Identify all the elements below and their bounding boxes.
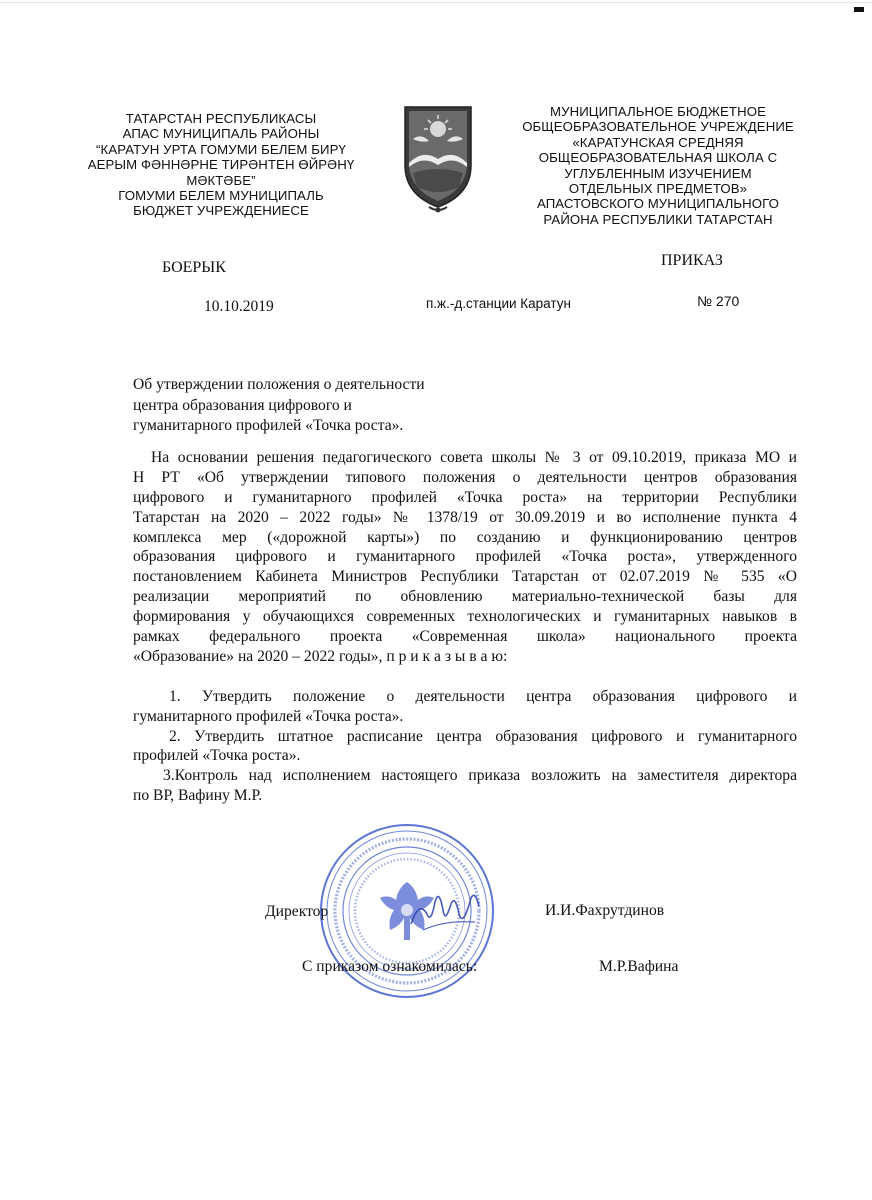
handwritten-signature-icon <box>405 880 485 940</box>
header-line: «КАРАТУНСКАЯ СРЕДНЯЯ <box>572 134 744 150</box>
header-line: МУНИЦИПАЛЬНОЕ БЮДЖЕТНОЕ <box>550 104 766 119</box>
header-line: ОБЩЕОБРАЗОВАТЕЛЬНОЕ УЧРЕЖДЕНИЕ <box>522 119 794 135</box>
header-line: ОБЩЕОБРАЗОВАТЕЛЬНАЯ ШКОЛА С <box>538 150 778 166</box>
document-subject <box>133 375 493 437</box>
page-corner-mark <box>854 7 864 12</box>
order-item-1: 1. Утвердить положение о деятельности центра образования цифрового и <box>169 687 797 705</box>
preamble-line: Н РТ «Об утверждении типового положения о деятельности центров образования <box>133 468 797 486</box>
header-line: ОТДЕЛЬНЫХ ПРЕДМЕТОВ» <box>568 181 748 197</box>
document-type-russian: ПРИКАЗ <box>661 252 723 269</box>
order-item-1-cont: гуманитарного профилей «Точка роста». <box>133 707 404 725</box>
subject-line: гуманитарного профилей «Точка роста». <box>133 417 404 434</box>
acknowledgement-name: М.Р.Вафина <box>599 958 679 975</box>
director-name: И.И.Фахрутдинов <box>545 902 665 919</box>
header-line: УГЛУБЛЕННЫМ ИЗУЧЕНИЕМ <box>564 165 752 181</box>
preamble-line: «Образование» на 2020 – 2022 годы», п р и к а з ы в а ю: <box>133 647 508 665</box>
preamble-line: образования цифрового и гуманитарного профилей «Точка роста», утвержденного <box>133 548 797 566</box>
preamble-line: комплекса мер («дорожной карты») по созданию и функционированию центров <box>133 528 797 546</box>
preamble-line: реализации мероприятий по обновлению материально-технической базы для <box>133 588 797 606</box>
order-item-3: 3.Контроль над исполнением настоящего приказа возложить на заместителя директора <box>163 767 797 785</box>
header-line: “КАРАТУН УРТА ГОМУМИ БЕЛЕМ БИРҮ <box>96 141 346 157</box>
subject-line: центра образования цифрового и <box>133 396 352 414</box>
order-item-2-cont: профилей «Точка роста». <box>133 747 301 765</box>
order-item-3-cont: по ВР, Вафину М.Р. <box>133 787 263 805</box>
header-line: АПАС МУНИЦИПАЛЬ РАЙОНЫ <box>122 126 320 142</box>
header-line: ГОМУМИ БЕЛЕМ МУНИЦИПАЛЬ <box>118 188 324 204</box>
scan-edge <box>0 2 872 3</box>
preamble-line: цифрового и гуманитарного профилей «Точка роста» на территории Республики <box>133 488 797 506</box>
director-title: Директор <box>265 903 329 920</box>
document-body <box>133 448 797 806</box>
preamble-line: рамках федерального проекта «Современная школа» национального проекта <box>133 628 797 646</box>
header-line: АПАСТОВСКОГО МУНИЦИПАЛЬНОГО <box>536 196 780 212</box>
header-line: БЮДЖЕТ УЧРЕЖДЕНИЕСЕ <box>133 203 309 219</box>
preamble-line: формирования у обучающихся современных технологических и гуманитарных навыков в <box>133 608 797 626</box>
acknowledgement-label: С приказом ознакомилась: <box>302 958 478 975</box>
document-type-tatar: БОЕРЫК <box>162 259 226 276</box>
header-line: РАЙОНА РЕСПУБЛИКИ ТАТАРСТАН <box>543 211 773 227</box>
header-russian <box>500 104 816 227</box>
subject-line: Об утверждении положения о деятельности <box>133 376 425 393</box>
document-date: 10.10.2019 <box>204 298 274 315</box>
header-line: АЕРЫМ ФӘННӘРНЕ ТИРӘНТЕН ӨЙРӘНҮ <box>87 157 355 173</box>
preamble-line: На основании решения педагогического совета школы № 3 от 09.10.2019, приказа МО и <box>151 449 797 466</box>
municipal-coat-of-arms-icon <box>399 103 477 215</box>
header-tatar <box>75 111 367 219</box>
order-item-2: 2. Утвердить штатное расписание центра образования цифрового и гуманитарного <box>169 727 797 745</box>
document-place: п.ж.-д.станции Каратун <box>426 296 571 311</box>
header-line: ТАТАРСТАН РЕСПУБЛИКАСЫ <box>125 111 317 126</box>
document-number: № 270 <box>697 293 740 309</box>
preamble-line: Татарстан на 2020 – 2022 годы» № 1378/19 от 30.09.2019 и во исполнение пункта 4 <box>133 508 797 526</box>
preamble-line: постановлением Кабинета Министров Республики Татарстан от 02.07.2019 № 535 «О <box>133 568 797 586</box>
header-line: МӘКТӘБЕ” <box>186 172 256 188</box>
